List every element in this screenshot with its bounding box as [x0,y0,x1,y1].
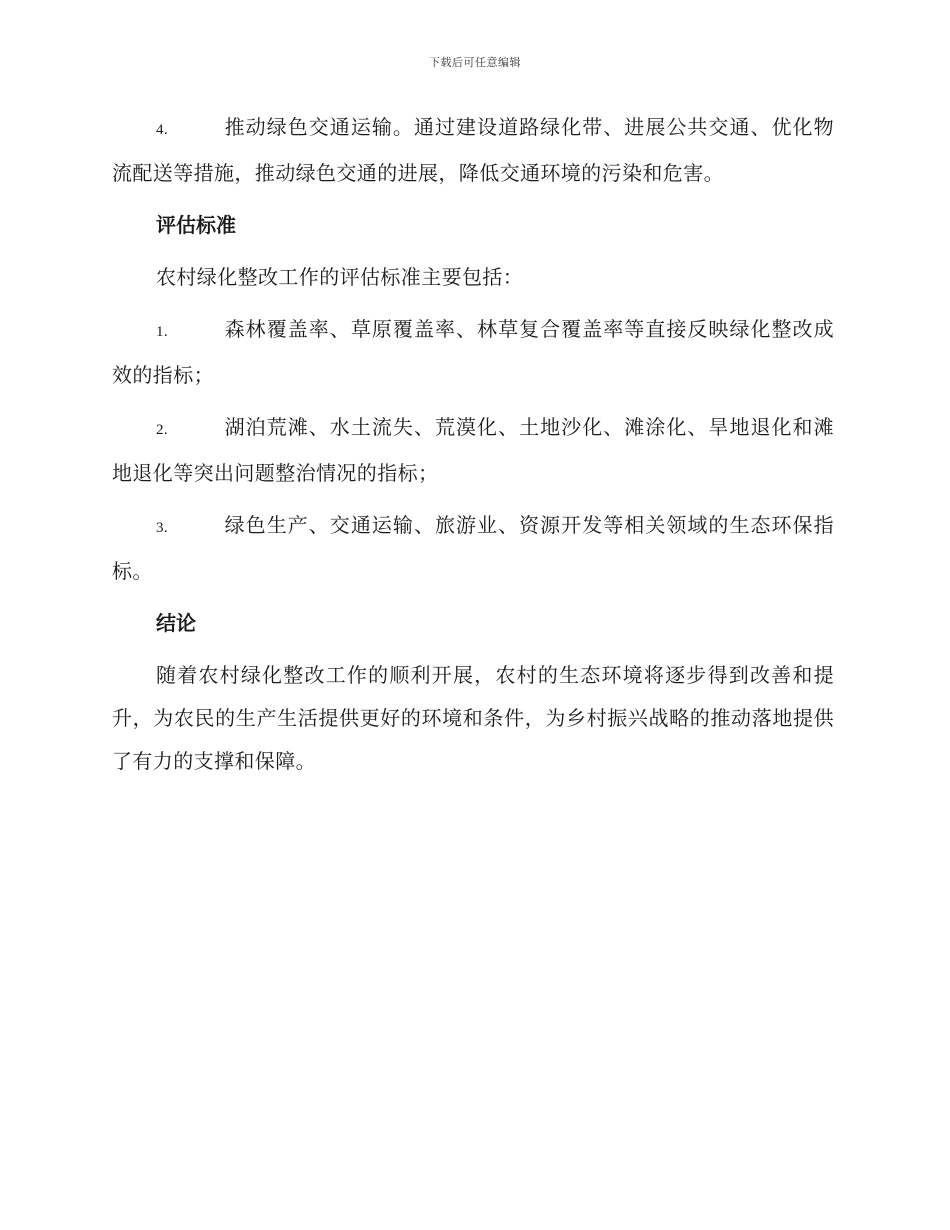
list-item-text: 森林覆盖率、草原覆盖率、林草复合覆盖率等直接反映绿化整改成效的指标； [112,317,834,387]
evaluation-intro: 农村绿化整改工作的评估标准主要包括： [156,265,524,289]
list-item-1 [112,308,834,397]
list-item-text: 湖泊荒滩、水土流失、荒漠化、土地沙化、滩涂化、旱地退化和滩地退化等突出问题整治情况的指标； [112,415,834,485]
section-heading-conclusion: 结论 [156,611,196,635]
page-header: 下载后可任意编辑 [429,56,521,69]
document-body [112,106,834,792]
list-number: 3. [156,520,169,536]
list-number: 1. [156,324,169,340]
list-item-3 [112,504,834,593]
list-item-text: 推动绿色交通运输。通过建设道路绿化带、进展公共交通、优化物流配送等措施，推动绿色交通的进展，降低交通环境的污染和危害。 [112,115,834,185]
list-item-text: 绿色生产、交通运输、旅游业、资源开发等相关领域的生态环保指标。 [112,513,834,583]
list-item-2 [112,406,834,495]
list-item-4 [112,106,834,195]
conclusion-paragraph: 随着农村绿化整改工作的顺利开展，农村的生态环境将逐步得到改善和提升，为农民的生产生活提供更好的环境和条件，为乡村振兴战略的推动落地提供了有力的支撑和保障。 [112,663,834,773]
section-heading-evaluation: 评估标准 [156,213,236,237]
list-number: 2. [156,422,169,438]
list-number: 4. [156,122,169,138]
